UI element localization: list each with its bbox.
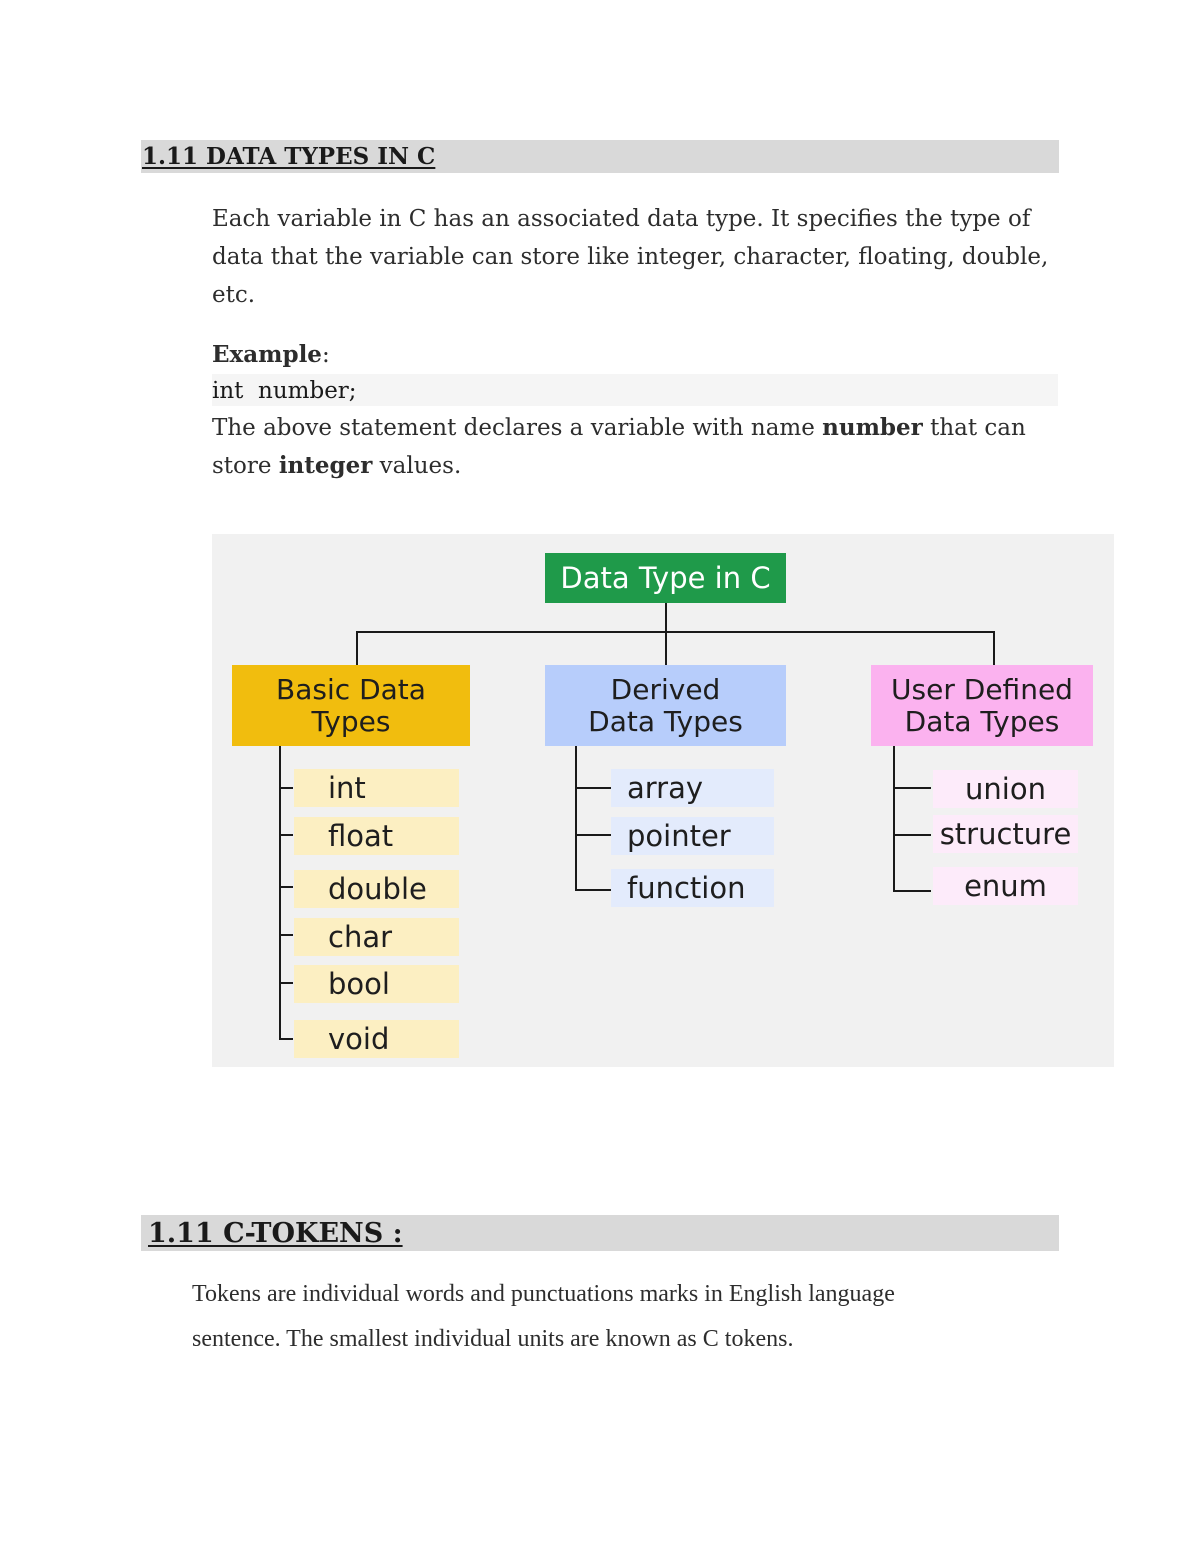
root-label: Data Type in C bbox=[560, 561, 771, 595]
user-item-enum: enum bbox=[933, 867, 1078, 905]
basic-branch bbox=[279, 1038, 293, 1040]
user-tree-trunk bbox=[893, 746, 895, 892]
code-line: int number; bbox=[212, 378, 357, 404]
basic-item-bool: bool bbox=[294, 965, 459, 1003]
user-item-structure: structure bbox=[933, 815, 1078, 853]
tokens-line: sentence. The smallest individual units are known as C tokens. bbox=[192, 1326, 794, 1352]
connector-root-stem bbox=[665, 602, 667, 666]
section-title: 1.11 DATA TYPES IN C bbox=[142, 143, 436, 170]
intro-line: data that the variable can store like integer, character, floating, double, bbox=[212, 244, 1049, 270]
example-colon: : bbox=[321, 342, 330, 368]
root-box bbox=[545, 553, 786, 603]
derived-title-line: Derived bbox=[610, 672, 721, 706]
example-description bbox=[212, 409, 1072, 485]
intro-line: etc. bbox=[212, 282, 256, 308]
derived-title-line: Data Types bbox=[588, 704, 743, 738]
example-heading bbox=[212, 336, 330, 374]
connector-user-stem bbox=[993, 631, 995, 666]
basic-title-line: Basic Data bbox=[276, 672, 426, 706]
user-item-union: union bbox=[933, 770, 1078, 808]
example-label: Example bbox=[212, 341, 322, 368]
derived-item-pointer: pointer bbox=[611, 817, 774, 855]
tokens-title: 1.11 C-TOKENS : bbox=[148, 1218, 403, 1249]
basic-branch bbox=[279, 886, 293, 888]
basic-branch bbox=[279, 834, 293, 836]
basic-branch bbox=[279, 787, 293, 789]
user-branch bbox=[893, 890, 931, 892]
basic-item-double: double bbox=[294, 870, 459, 908]
user-title-line: User Defined bbox=[891, 672, 1073, 706]
derived-branch bbox=[575, 889, 611, 891]
bold-integer: integer bbox=[278, 452, 373, 479]
basic-branch bbox=[279, 982, 293, 984]
derived-item-function: function bbox=[611, 869, 774, 907]
user-title-line: Data Types bbox=[904, 704, 1060, 738]
basic-tree-trunk bbox=[279, 746, 281, 1040]
derived-tree-trunk bbox=[575, 746, 577, 891]
user-defined-data-types-box bbox=[871, 665, 1093, 746]
user-branch bbox=[893, 787, 931, 789]
description-line: The above statement declares a variable with name number that can bbox=[212, 414, 1026, 441]
basic-title-line: Types bbox=[311, 704, 391, 738]
basic-item-char: char bbox=[294, 918, 459, 956]
tokens-paragraph bbox=[192, 1272, 1072, 1362]
tokens-line: Tokens are individual words and punctuations marks in English language bbox=[192, 1281, 895, 1307]
description-line: store integer values. bbox=[212, 452, 462, 479]
derived-data-types-box bbox=[545, 665, 786, 746]
derived-item-array: array bbox=[611, 769, 774, 807]
intro-line: Each variable in C has an associated data type. It specifies the type of bbox=[212, 206, 1031, 232]
user-branch bbox=[893, 834, 931, 836]
bold-number: number bbox=[822, 414, 923, 441]
derived-branch bbox=[575, 834, 611, 836]
basic-item-int: int bbox=[294, 769, 459, 807]
derived-branch bbox=[575, 787, 611, 789]
connector-basic-stem bbox=[356, 631, 358, 666]
basic-item-void: void bbox=[294, 1020, 459, 1058]
basic-branch bbox=[279, 934, 293, 936]
data-type-diagram bbox=[212, 534, 1114, 1067]
basic-item-float: float bbox=[294, 817, 459, 855]
basic-data-types-box bbox=[232, 665, 470, 746]
connector-horizontal bbox=[356, 631, 995, 633]
intro-paragraph bbox=[212, 200, 1072, 314]
